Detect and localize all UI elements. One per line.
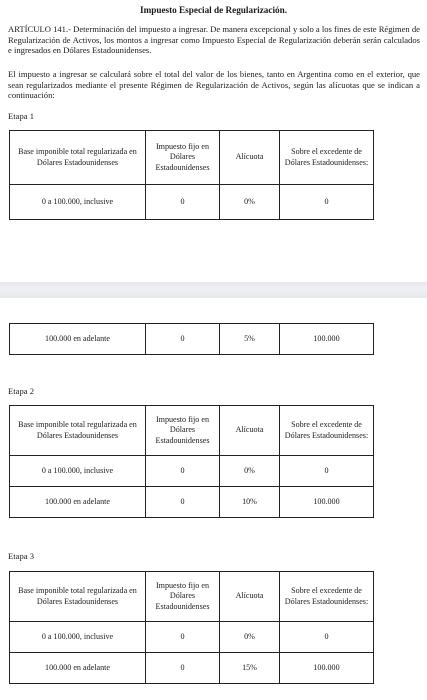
- document-title: Impuesto Especial de Regularización.: [140, 5, 287, 15]
- header-base: Base imponible total regularizada en Dólares Estadounidenses: [10, 406, 146, 456]
- cell-base: 100.000 en adelante: [10, 487, 146, 518]
- cell-excess: 100.000: [280, 324, 374, 355]
- stage-1-table-continued: [9, 323, 374, 355]
- cell-fixed-tax: 0: [146, 456, 220, 487]
- cell-fixed-tax: 0: [146, 653, 220, 684]
- table-row: [10, 185, 374, 220]
- cell-excess: 0: [280, 185, 374, 220]
- header-fixed-tax: Impuesto fijo en Dólares Estadounidenses: [146, 131, 220, 185]
- page-break: [0, 282, 427, 298]
- header-fixed-tax: Impuesto fijo en Dólares Estadounidenses: [146, 572, 220, 622]
- cell-fixed-tax: 0: [146, 185, 220, 220]
- stage-2-table: [9, 405, 374, 518]
- cell-base: 0 a 100.000, inclusive: [10, 622, 146, 653]
- cell-fixed-tax: 0: [146, 324, 220, 355]
- table-header-row: [10, 131, 374, 185]
- cell-base: 0 a 100.000, inclusive: [10, 456, 146, 487]
- stage-3-label: Etapa 3: [8, 551, 35, 561]
- header-rate: Alícuota: [220, 406, 280, 456]
- intro-paragraph: El impuesto a ingresar se calculará sobre el total del valor de los bienes, tanto en Argentina como en el exterior, que sean regularizados mediante el presente Régimen de Regularización de Activos, según las alícuotas que se indican a continuación:: [8, 69, 420, 101]
- cell-excess: 100.000: [280, 487, 374, 518]
- cell-fixed-tax: 0: [146, 622, 220, 653]
- table-row: [10, 487, 374, 518]
- cell-base: 100.000 en adelante: [10, 324, 146, 355]
- header-rate: Alícuota: [220, 131, 280, 185]
- cell-rate: 0%: [220, 622, 280, 653]
- cell-rate: 0%: [220, 185, 280, 220]
- header-fixed-tax: Impuesto fijo en Dólares Estadounidenses: [146, 406, 220, 456]
- stage-1-label: Etapa 1: [8, 111, 35, 121]
- stage-3-table: [9, 571, 374, 684]
- stage-2-label: Etapa 2: [8, 386, 35, 396]
- document-page-bottom: [0, 298, 427, 700]
- stage-1-table: [9, 130, 374, 220]
- cell-excess: 0: [280, 456, 374, 487]
- table-row: [10, 324, 374, 355]
- cell-excess: 100.000: [280, 653, 374, 684]
- header-excess: Sobre el excedente de Dólares Estadounidenses:: [280, 131, 374, 185]
- table-row: [10, 622, 374, 653]
- table-header-row: [10, 572, 374, 622]
- cell-excess: 0: [280, 622, 374, 653]
- cell-rate: 0%: [220, 456, 280, 487]
- cell-rate: 10%: [220, 487, 280, 518]
- cell-base: 0 a 100.000, inclusive: [10, 185, 146, 220]
- article-paragraph: ARTÍCULO 141.- Determinación del impuesto a ingresar. De manera excepcional y solo a los fines de este Régimen de Regularización de Activos, los montos a ingresar como Impuesto Especial de Regularización deberán serán calculados e ingresados en Dólares Estadounidenses.: [8, 24, 420, 56]
- cell-rate: 15%: [220, 653, 280, 684]
- cell-rate: 5%: [220, 324, 280, 355]
- table-header-row: [10, 406, 374, 456]
- header-excess: Sobre el excedente de Dólares Estadounidenses:: [280, 406, 374, 456]
- table-row: [10, 653, 374, 684]
- cell-base: 100.000 en adelante: [10, 653, 146, 684]
- header-base: Base imponible total regularizada en Dólares Estadounidenses: [10, 131, 146, 185]
- header-base: Base imponible total regularizada en Dólares Estadounidenses: [10, 572, 146, 622]
- header-excess: Sobre el excedente de Dólares Estadounidenses:: [280, 572, 374, 622]
- table-row: [10, 456, 374, 487]
- document-page-top: [0, 0, 427, 282]
- cell-fixed-tax: 0: [146, 487, 220, 518]
- header-rate: Alícuota: [220, 572, 280, 622]
